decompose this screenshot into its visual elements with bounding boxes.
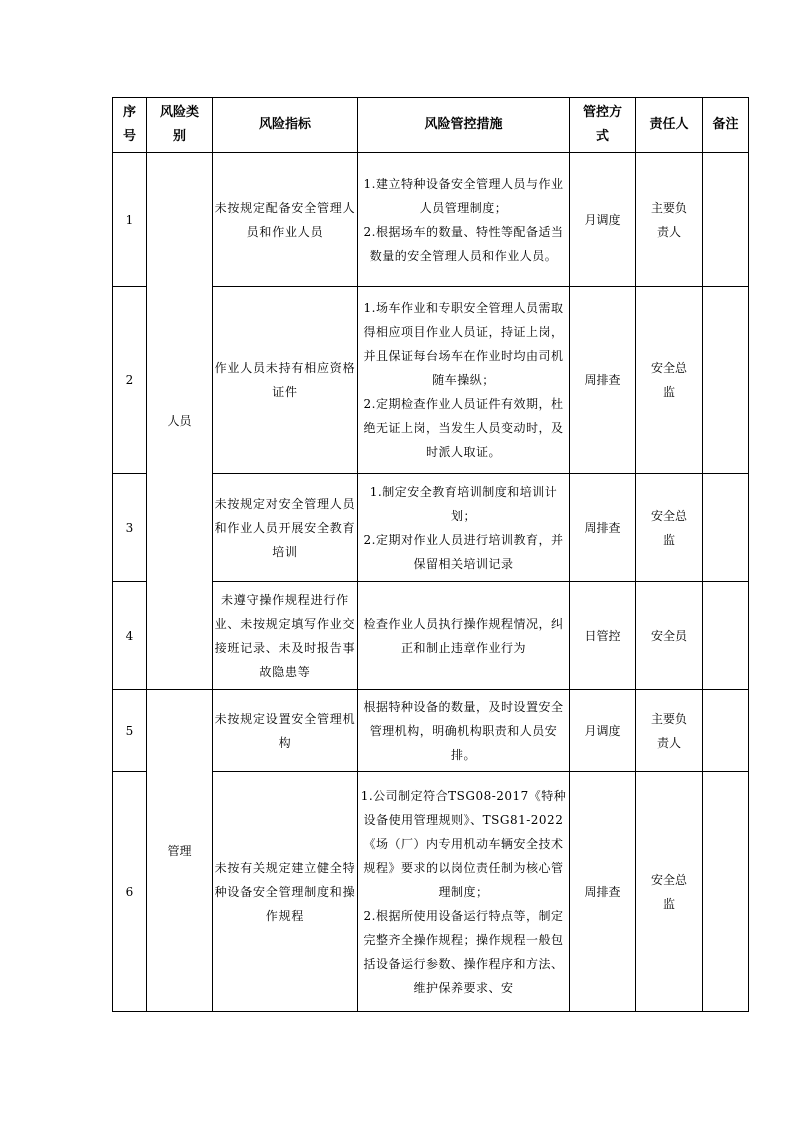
control-method: 周排查 [570, 474, 636, 582]
remark-cell [703, 772, 749, 1012]
measure-item: 根据特种设备的数量，及时设置安全管理机构，明确机构职责和人员安排。 [363, 699, 564, 762]
control-measure [358, 582, 570, 690]
row-seq: 4 [113, 582, 147, 690]
control-method: 日管控 [570, 582, 636, 690]
row-seq: 3 [113, 474, 147, 582]
risk-indicator: 未遵守操作规程进行作业、未按规定填写作业交接班记录、未及时报告事故隐患等 [213, 582, 358, 690]
measure-item: 1.场车作业和专职安全管理人员需取得相应项目作业人员证，持证上岗，并且保证每台场车在作业时均由司机随车操纵； [363, 301, 564, 387]
control-measure [358, 153, 570, 287]
control-method: 月调度 [570, 690, 636, 772]
control-measure [358, 287, 570, 474]
header-seq: 序 号 [113, 98, 147, 153]
measure-item: 检查作业人员执行操作规程情况，纠正和制止违章作业行为 [363, 616, 564, 655]
measure-item: 1.制定安全教育培训制度和培训计划； [369, 484, 558, 523]
header-indicator: 风险指标 [213, 98, 358, 153]
responsible-person: 主要负 责人 [636, 153, 703, 287]
row-seq: 1 [113, 153, 147, 287]
responsible-person: 安全总 监 [636, 287, 703, 474]
row-seq: 5 [113, 690, 147, 772]
remark-cell [703, 474, 749, 582]
measure-item: 2.根据场车的数量、特性等配备适当数量的安全管理人员和作业人员。 [363, 224, 564, 263]
measure-item: 1.建立特种设备安全管理人员与作业人员管理制度； [363, 176, 564, 215]
control-method: 周排查 [570, 772, 636, 1012]
category-cell: 人员 [147, 153, 213, 690]
remark-cell [703, 690, 749, 772]
category-cell: 管理 [147, 690, 213, 1012]
responsible-person: 主要负 责人 [636, 690, 703, 772]
risk-indicator: 未按规定对安全管理人员和作业人员开展安全教育培训 [213, 474, 358, 582]
header-remark: 备注 [703, 98, 749, 153]
header-owner: 责任人 [636, 98, 703, 153]
measure-item: 1.公司制定符合TSG08-2017《特种设备使用管理规则》、TSG81-2022《场（厂）内专用机动车辆安全技术规程》要求的以岗位责任制为核心管理制度； [360, 788, 567, 899]
header-category: 风险类 别 [147, 98, 213, 153]
row-seq: 6 [113, 772, 147, 1012]
control-method: 周排查 [570, 287, 636, 474]
control-method: 月调度 [570, 153, 636, 287]
measure-item: 2.定期对作业人员进行培训教育，并保留相关培训记录 [363, 532, 564, 571]
risk-indicator: 未按有关规定建立健全特种设备安全管理制度和操作规程 [213, 772, 358, 1012]
remark-cell [703, 287, 749, 474]
remark-cell [703, 153, 749, 287]
table-row [113, 690, 749, 772]
remark-cell [703, 582, 749, 690]
control-measure [358, 690, 570, 772]
responsible-person: 安全员 [636, 582, 703, 690]
responsible-person: 安全总 监 [636, 474, 703, 582]
risk-indicator: 未按规定设置安全管理机构 [213, 690, 358, 772]
measure-item: 2.根据所使用设备运行特点等，制定完整齐全操作规程；操作规程一般包括设备运行参数、操作程序和方法、维护保养要求、安 [363, 908, 564, 995]
row-seq: 2 [113, 287, 147, 474]
risk-indicator: 未按规定配备安全管理人员和作业人员 [213, 153, 358, 287]
risk-indicator: 作业人员未持有相应资格证件 [213, 287, 358, 474]
header-method: 管控方 式 [570, 98, 636, 153]
responsible-person: 安全总 监 [636, 772, 703, 1012]
control-measure [358, 772, 570, 1012]
measure-item: 2.定期检查作业人员证件有效期，杜绝无证上岗，当发生人员变动时，及时派人取证。 [363, 397, 564, 459]
control-measure [358, 474, 570, 582]
header-measure: 风险管控措施 [358, 98, 570, 153]
risk-control-table [112, 97, 749, 1012]
table-row [113, 153, 749, 287]
header-row [113, 98, 749, 153]
